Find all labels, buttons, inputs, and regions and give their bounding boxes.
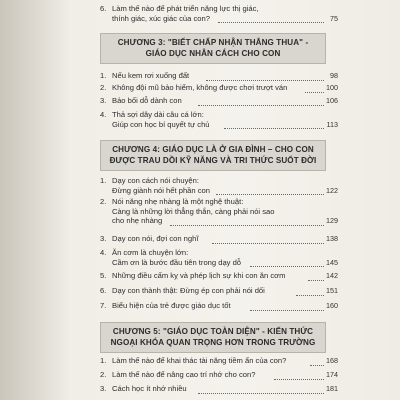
leader-dots (198, 392, 324, 394)
toc-entry (100, 370, 338, 380)
entry-title-line2: Cầm ơn là bước đầu tiên trong dạy dỗ (112, 257, 242, 267)
entry-title: Ăn cơm là chuyện lớn: (112, 248, 189, 257)
leader-dots (216, 193, 324, 195)
entry-title: Nói năng nhẹ nhàng là một nghệ thuật: (112, 197, 244, 206)
toc-entry (100, 286, 338, 296)
entry-number: 4. (100, 248, 107, 257)
entry-number: 2. (100, 197, 107, 206)
entry-title: Làm thế nào để khai thác tài năng tiềm ẩn của con? (112, 356, 287, 365)
page-number: 100 (326, 83, 338, 92)
page-number: 113 (326, 119, 338, 129)
page-number: 145 (326, 257, 338, 267)
page-number: 168 (326, 356, 338, 365)
leader-dots (212, 242, 324, 244)
entry-title-line3: cho nhẹ nhàng (112, 216, 163, 226)
leader-dots (296, 294, 324, 296)
toc-entry (100, 176, 338, 195)
entry-number: 5. (100, 271, 107, 280)
entry-title: Dạy con cách nói chuyện: (112, 176, 199, 185)
chapter-header (100, 33, 326, 64)
leader-dots (250, 265, 324, 267)
entry-number: 7. (100, 301, 107, 310)
toc-entry (100, 248, 338, 267)
entry-title: Thả sợi dây dài câu cá lớn: (112, 110, 204, 119)
leader-dots (305, 91, 324, 93)
toc-entry (100, 384, 338, 394)
leader-dots (206, 79, 324, 81)
entry-title: Không đội mũ bảo hiểm, không được chơi trượt ván (112, 83, 288, 92)
entry-number: 2. (100, 370, 107, 379)
chapter-title-line2: GIÁO DỤC NHÂN CÁCH CHO CON (145, 48, 281, 58)
entry-title: Làm thế nào để phát triển năng lực thị giác, (112, 4, 259, 13)
leader-dots (308, 279, 324, 281)
entry-number: 3. (100, 384, 107, 393)
entry-title-line2: thính giác, xúc giác của con? (112, 13, 210, 23)
toc-entry (100, 234, 338, 244)
toc-entry (100, 110, 338, 129)
leader-dots (310, 364, 324, 366)
leader-dots (170, 224, 324, 226)
page-number: 151 (326, 286, 338, 295)
page-number: 142 (326, 271, 338, 280)
entry-number: 1. (100, 356, 107, 365)
chapter-title-line1: CHƯƠNG 5: "GIÁO DỤC TOÀN DIỆN" - KIẾN THỨC (112, 327, 314, 336)
entry-title: Dạy con thành thật: Đừng ép con phải nói dối (112, 286, 265, 295)
entry-number: 1. (100, 71, 107, 80)
leader-dots (224, 127, 324, 129)
entry-title: Biểu hiện của trẻ được giáo dục tốt (112, 301, 231, 310)
page-number: 106 (326, 96, 338, 105)
page-number: 160 (326, 301, 338, 310)
toc-entry (100, 96, 338, 106)
toc-entry (100, 4, 338, 23)
leader-dots (250, 309, 324, 311)
entry-number: 4. (100, 110, 107, 119)
page-gutter-shadow (0, 0, 70, 400)
page-number: 129 (326, 216, 338, 226)
page-number: 75 (330, 13, 338, 23)
entry-title: Những điều cấm kỵ và phép lịch sự khi con ăn cơm (112, 271, 286, 280)
leader-dots (274, 378, 324, 380)
entry-number: 2. (100, 83, 107, 92)
entry-number: 1. (100, 176, 107, 185)
toc-entry (100, 271, 338, 281)
page-number: 181 (326, 384, 338, 393)
entry-number: 6. (100, 286, 107, 295)
toc-entry (100, 197, 338, 226)
entry-title-line2: Đừng giành nói hết phần con (112, 185, 210, 195)
entry-title: Cách học ít nhớ nhiều (112, 384, 187, 393)
page-number: 98 (330, 71, 338, 80)
chapter-title-line1: CHƯƠNG 3: "BIẾT CHẤP NHẬN THẮNG THUA" - (117, 38, 309, 47)
entry-number: 3. (100, 96, 107, 105)
entry-number: 3. (100, 234, 107, 243)
chapter-title-line2: ĐƯỢC TRAU DỒI KỸ NĂNG VÀ TRI THỨC SUỐT ĐỜI (109, 155, 317, 165)
toc-entry (100, 71, 338, 81)
entry-title: Làm thế nào để nâng cao trí nhớ cho con? (112, 370, 256, 379)
chapter-title-line2: NGOẠI KHÓA QUAN TRỌNG HƠN TRONG TRƯỜNG (110, 337, 316, 347)
chapter-header (100, 322, 326, 353)
page-number: 174 (326, 370, 338, 379)
entry-title: Dạy con nói, đợi con nghĩ (112, 234, 199, 243)
toc-entry (100, 356, 338, 366)
leader-dots (218, 21, 324, 23)
leader-dots (198, 104, 324, 106)
entry-title: Bảo bối dỗ dành con (112, 96, 182, 105)
entry-title-line2: Càng là những lời thẳng thắn, càng phải nói sao (112, 206, 275, 216)
page-number: 122 (326, 185, 338, 195)
chapter-header (100, 140, 326, 171)
toc-entry (100, 301, 338, 311)
chapter-title-line1: CHƯƠNG 4: GIÁO DỤC LÀ Ở GIA ĐÌNH – CHO CON (112, 145, 314, 154)
entry-title: Nếu kem rơi xuống đất (112, 71, 190, 80)
toc-entry (100, 83, 338, 93)
page-number: 138 (326, 234, 338, 243)
entry-title-line2: Giúp con học bí quyết tự chủ (112, 119, 210, 129)
entry-number: 6. (100, 4, 107, 13)
